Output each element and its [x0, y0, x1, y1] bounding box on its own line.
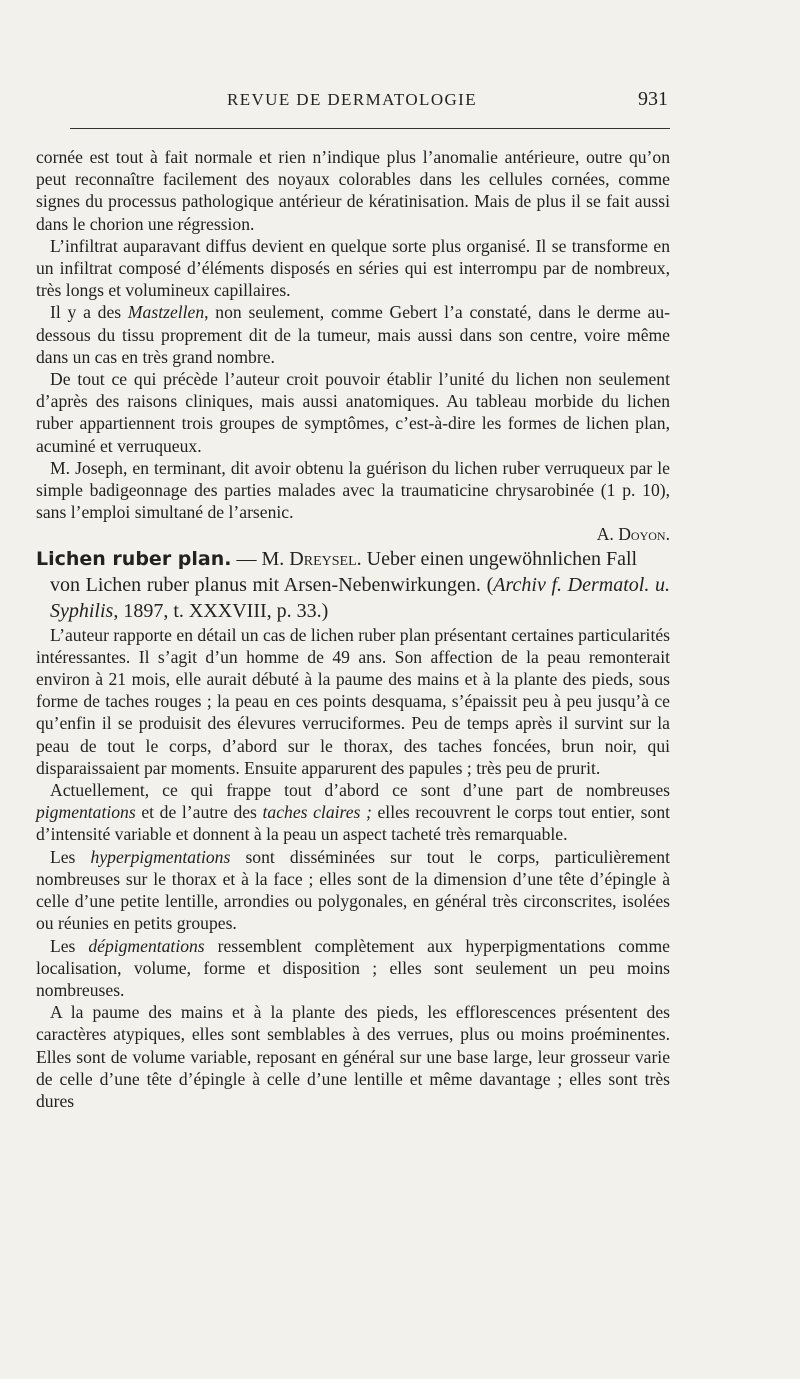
article-reference: , 1897, t. XXXVIII, p. 33.): [113, 599, 329, 622]
p7-text-b: et de l’autre des: [135, 802, 263, 823]
paragraph-9: [36, 935, 670, 1002]
p3-text-b: , non seulement, comme Gebert l’a constaté, dans le derme au-dessous du tissu proprement dit de la tumeur, mais aussi dans son centre, voire même dans un cas en très grand nombre.: [36, 302, 670, 367]
p3-italic: Mastzellen: [127, 302, 205, 323]
page-number: 931: [638, 88, 668, 110]
signature: A. Doyon.: [596, 524, 670, 545]
article-journal: Archiv f. Dermatol. u. Syphilis: [50, 573, 670, 622]
p8-text-b: sont disséminées sur tout le corps, particulièrement nombreuses sur le thorax et à la face ; elles sont de la dimension d’une tête d’épingle à celle d’une petite lentille, arrondies ou polygonales, en général très circonscrites, isolées ou réunies en petits groupes.: [36, 846, 670, 934]
running-title: REVUE DE DERMATOLOGIE: [226, 90, 478, 109]
article-headline: Lichen ruber plan.: [36, 547, 232, 570]
body-text: [36, 146, 670, 1112]
p3-text-a: Il y a des: [50, 302, 128, 323]
paragraph-8: [36, 846, 670, 935]
p7-italic-2: taches claires ;: [262, 802, 372, 823]
heading-dash: — M.: [231, 547, 290, 570]
p9-italic: dépigmentations: [88, 935, 205, 956]
article-heading: [36, 546, 670, 624]
heading-continuation: [36, 572, 670, 624]
paragraph-5: M. Joseph, en terminant, dit avoir obtenu la guérison du lichen ruber verruqueux par le simple badigeonnage des parties malades avec la traumaticine chrysarobinée (1 p. 10), sans l’emploi simultané de l’arsenic.: [36, 457, 670, 523]
article-title-b: von Lichen ruber planus mit Arsen-Nebenwirkungen. (: [50, 573, 494, 596]
p7-italic-1: pigmentations: [36, 802, 136, 823]
p7-text-a: Actuellement, ce qui frappe tout d’abord ce sont d’une part de nombreuses: [50, 780, 670, 801]
header-rule: [70, 128, 670, 129]
p8-text-a: Les: [50, 846, 91, 867]
p8-italic: hyperpigmentations: [90, 846, 231, 867]
running-header: [36, 88, 668, 114]
article-title-a: . Ueber einen ungewöhnlichen Fall: [356, 547, 638, 570]
paragraph-2: L’infiltrat auparavant diffus devient en quelque sorte plus organisé. Il se transforme en un infiltrat composé d’éléments disposés en séries qui est interrompu par de nombreux, très longs et volumineux capillaires.: [36, 235, 670, 301]
p9-text-a: Les: [50, 935, 89, 956]
article-author: Dreysel: [289, 547, 357, 570]
paragraph-10: A la paume des mains et à la plante des pieds, les efflorescences présentent des caractères atypiques, elles sont semblables à des verrues, plus ou moins proéminentes. Elles sont de volume variable, reposant en général sur une base large, leur grosseur varie de celle d’une tête d’épingle à celle d’une lentille et même davantage ; elles sont très dures: [36, 1002, 670, 1111]
paragraph-7: [36, 779, 670, 846]
p7-text-c: elles recouvrent le corps tout entier, sont d’intensité variable et donnent à la peau un aspect tacheté très remarquable.: [36, 802, 670, 845]
paragraph-3: [36, 301, 670, 368]
paragraph-6: L’auteur rapporte en détail un cas de lichen ruber plan présentant certaines particularités intéressantes. Il s’agit d’un homme de 49 ans. Son affection de la peau remonterait environ à 21 mois, elle aurait débuté à la paume des mains et à la plante des pieds, sous forme de taches rouges ; la peau en ces points desquama, s’épaissit peu à peu jusqu’à ce qu’enfin il se produisit des élevures verruciformes. Peu de temps après il survint sur la peau de tout le corps, d’abord sur le thorax, des taches foncées, brun noir, qui disparaissaient par moments. Ensuite apparurent des papules ; très peu de prurit.: [36, 624, 670, 778]
paragraph-1: cornée est tout à fait normale et rien n’indique plus l’anomalie antérieure, outre qu’on peut reconnaître facilement des noyaux colorables dans les cellules cornées, comme signes du processus pathologique antérieur de kératinisation. Mais de plus il se fait aussi dans le chorion une régression.: [36, 147, 670, 234]
paragraph-4: De tout ce qui précède l’auteur croit pouvoir établir l’unité du lichen non seulement d’après des raisons cliniques, mais aussi anatomiques. Au tableau morbide du lichen ruber appartiennent trois groupes de symptômes, c’est-à-dire les formes de lichen plan, acuminé et verruqueux.: [36, 369, 670, 456]
p9-text-b: ressemblent complètement aux hyperpigmentations comme localisation, volume, forme et disposition ; elles sont seulement un peu moins nombreuses.: [36, 935, 670, 1000]
